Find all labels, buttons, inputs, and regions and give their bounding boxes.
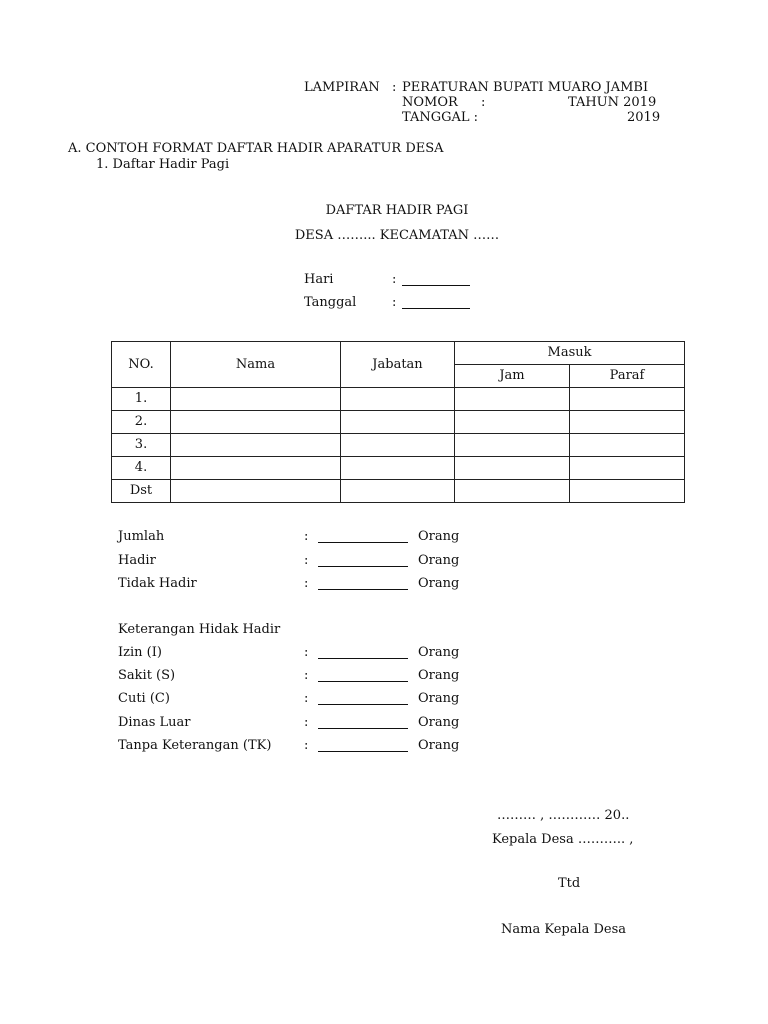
summary-unit: Orang <box>418 715 460 730</box>
summary-label: Tidak Hadir <box>118 576 197 591</box>
row-number: Dst <box>112 480 171 503</box>
summary-blank-line <box>318 576 408 590</box>
cell-paraf <box>570 480 685 503</box>
signature-ttd: Ttd <box>558 876 581 891</box>
header-paraf: Paraf <box>570 365 685 388</box>
summary-unit: Orang <box>418 668 460 683</box>
summary-separator: : <box>304 576 309 591</box>
lampiran-separator: : <box>392 80 397 95</box>
cell-paraf <box>570 457 685 480</box>
summary-separator: : <box>304 691 309 706</box>
table-row <box>112 411 685 434</box>
cell-paraf <box>570 434 685 457</box>
cell-jabatan <box>341 411 455 434</box>
summary-blank-line <box>318 668 408 682</box>
summary-separator: : <box>304 715 309 730</box>
summary-label: Hadir <box>118 553 156 568</box>
summary-separator: : <box>304 738 309 753</box>
cell-jam <box>455 457 570 480</box>
summary-unit: Orang <box>418 738 460 753</box>
cell-jam <box>455 434 570 457</box>
summary-label: Dinas Luar <box>118 715 191 730</box>
summary-blank-line <box>318 738 408 752</box>
tanggal-blank-line <box>402 295 470 309</box>
section-subtitle: 1. Daftar Hadir Pagi <box>96 157 230 172</box>
table-row <box>112 388 685 411</box>
tanggal-form-separator: : <box>392 295 397 310</box>
form-subtitle: DESA ……... KECAMATAN …… <box>294 228 500 243</box>
cell-nama <box>171 411 341 434</box>
nomor-separator: : <box>481 95 486 110</box>
lampiran-label: LAMPIRAN <box>304 80 380 95</box>
summary-blank-line <box>318 691 408 705</box>
nomor-label: NOMOR <box>402 95 458 110</box>
keterangan-heading: Keterangan Hidak Hadir <box>118 622 281 637</box>
signature-kepala-desa: Kepala Desa ……….. , <box>492 832 634 847</box>
summary-unit: Orang <box>418 691 460 706</box>
summary-label: Izin (I) <box>118 645 162 660</box>
header-jabatan: Jabatan <box>341 342 455 388</box>
cell-nama <box>171 457 341 480</box>
header-nama: Nama <box>171 342 341 388</box>
cell-jabatan <box>341 480 455 503</box>
cell-jabatan <box>341 388 455 411</box>
summary-blank-line <box>318 645 408 659</box>
header-no: NO. <box>112 342 171 388</box>
signature-date-line: ……… , ………… 20.. <box>497 808 630 823</box>
cell-jabatan <box>341 434 455 457</box>
summary-separator: : <box>304 668 309 683</box>
row-number: 3. <box>112 434 171 457</box>
summary-unit: Orang <box>418 529 460 544</box>
tanggal-form-label: Tanggal <box>304 295 357 310</box>
row-number: 1. <box>112 388 171 411</box>
hari-blank-line <box>402 272 470 286</box>
attendance-table <box>111 341 685 503</box>
summary-unit: Orang <box>418 645 460 660</box>
summary-separator: : <box>304 645 309 660</box>
summary-unit: Orang <box>418 576 460 591</box>
signature-nama: Nama Kepala Desa <box>501 922 627 937</box>
tanggal-year: 2019 <box>627 110 661 125</box>
cell-jam <box>455 411 570 434</box>
hari-label: Hari <box>304 272 334 287</box>
table-row <box>112 457 685 480</box>
header-jam: Jam <box>455 365 570 388</box>
cell-nama <box>171 480 341 503</box>
header-masuk: Masuk <box>455 342 685 365</box>
summary-blank-line <box>318 529 408 543</box>
summary-separator: : <box>304 553 309 568</box>
cell-paraf <box>570 388 685 411</box>
table-row <box>112 434 685 457</box>
row-number: 2. <box>112 411 171 434</box>
form-title: DAFTAR HADIR PAGI <box>325 203 469 218</box>
cell-jabatan <box>341 457 455 480</box>
lampiran-value: PERATURAN BUPATI MUARO JAMBI <box>402 80 649 95</box>
cell-paraf <box>570 411 685 434</box>
summary-blank-line <box>318 715 408 729</box>
cell-nama <box>171 388 341 411</box>
cell-jam <box>455 480 570 503</box>
hari-separator: : <box>392 272 397 287</box>
summary-unit: Orang <box>418 553 460 568</box>
summary-label: Cuti (C) <box>118 691 170 706</box>
row-number: 4. <box>112 457 171 480</box>
summary-blank-line <box>318 553 408 567</box>
summary-label: Tanpa Keterangan (TK) <box>118 738 272 753</box>
section-title: A. CONTOH FORMAT DAFTAR HADIR APARATUR DESA <box>68 141 444 156</box>
summary-label: Sakit (S) <box>118 668 176 683</box>
table-row <box>112 480 685 503</box>
cell-jam <box>455 388 570 411</box>
cell-nama <box>171 434 341 457</box>
nomor-year: TAHUN 2019 <box>568 95 657 110</box>
summary-separator: : <box>304 529 309 544</box>
summary-label: Jumlah <box>118 529 165 544</box>
tanggal-label: TANGGAL : <box>402 110 479 125</box>
